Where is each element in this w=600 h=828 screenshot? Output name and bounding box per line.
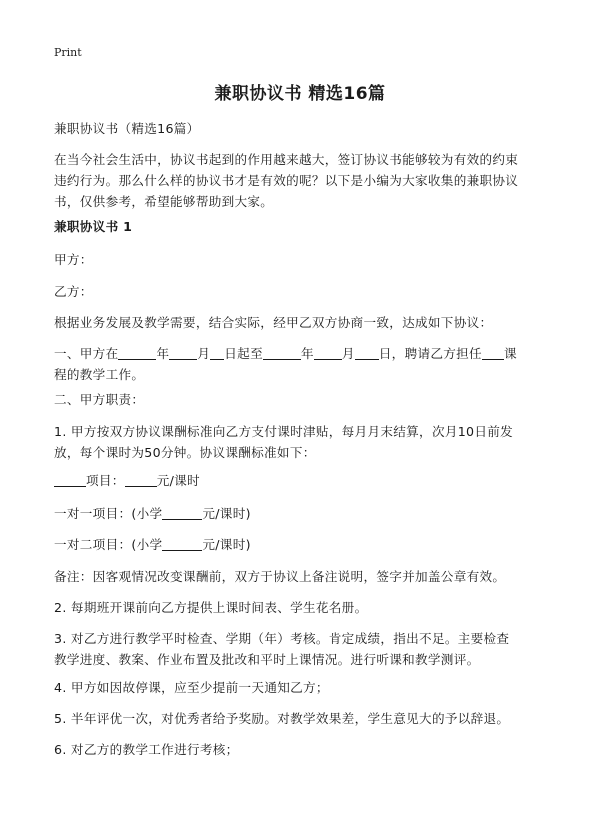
item-1-line: 1. 甲方按双方协议课酬标准向乙方支付课时津贴，每月月末结算，次月10日前发 (54, 424, 514, 439)
blank-field (210, 345, 224, 360)
clause-1-text: 日起至 (224, 346, 263, 361)
blank-field (263, 345, 301, 360)
item-3-line: 教学进度、教案、作业布置及批改和平时上课情况。进行听课和教学测评。 (54, 652, 480, 667)
blank-field (162, 505, 202, 520)
item-4: 4. 甲方如因故停课，应至少提前一天通知乙方； (54, 680, 329, 695)
intro-line: 书，仅供参考，希望能够帮助到大家。 (54, 194, 274, 209)
one-on-one-rate (54, 503, 549, 524)
preamble: 根据业务发展及教学需要，结合实际，经甲乙双方协商一致，达成如下协议： (54, 315, 493, 330)
blank-field (355, 345, 379, 360)
item-3-line: 3. 对乙方进行教学平时检查、学期（年）考核。肯定成绩，指出不足。主要检查 (54, 631, 510, 646)
blank-field (125, 472, 157, 487)
clause-1-text: 日，聘请乙方担任 (378, 346, 482, 361)
item-2: 2. 每期班开课前向乙方提供上课时间表、学生花名册。 (54, 600, 368, 615)
clause-1 (54, 343, 549, 364)
document-title: 兼职协议书 精选16篇 (214, 84, 386, 104)
rate-label: 一对二项目：(小学 (54, 537, 163, 552)
blank-field (314, 345, 342, 360)
document-subtitle: 兼职协议书（精选16篇） (54, 121, 200, 136)
blank-field (54, 472, 86, 487)
note: 备注：因客观情况改变课酬前，双方于协议上备注说明，签字并加盖公章有效。 (54, 569, 506, 584)
intro-line: 违约行为。那么什么样的协议书才是有效的呢？以下是小编为大家收集的兼职协议 (54, 173, 519, 188)
one-on-two-rate (54, 534, 549, 555)
clause-1-text: 一、甲方在 (54, 346, 119, 361)
clause-1-line-2: 程的教学工作。 (54, 367, 145, 382)
item-1-line: 放，每个课时为50分钟。协议课酬标准如下： (54, 445, 316, 460)
rate-line (54, 470, 549, 491)
clause-1-text: 年 (300, 346, 314, 361)
clause-1-text: 月 (197, 346, 211, 361)
intro-line: 在当今社会生活中，协议书起到的作用越来越大，签订协议书能够较为有效的约束 (54, 152, 519, 167)
blank-field (118, 345, 156, 360)
clause-1-text: 月 (341, 346, 355, 361)
section-heading: 兼职协议书 1 (54, 219, 133, 234)
item-5: 5. 半年评优一次，对优秀者给予奖励。对教学效果差，学生意见大的予以辞退。 (54, 711, 510, 726)
clause-1-text: 年 (156, 346, 170, 361)
party-a-label: 甲方： (54, 252, 93, 267)
blank-field (162, 536, 202, 551)
party-b-label: 乙方： (54, 284, 93, 299)
clause-1-text: 课 (503, 346, 517, 361)
item-6: 6. 对乙方的教学工作进行考核； (54, 742, 239, 757)
rate-unit: 元/课时) (202, 506, 251, 521)
print-link[interactable]: Print (54, 46, 82, 59)
rate-label: 项目： (86, 473, 125, 488)
rate-unit: 元/课时) (202, 537, 251, 552)
blank-field (169, 345, 197, 360)
clause-2-heading: 二、甲方职责： (54, 392, 145, 407)
rate-unit: 元/课时 (156, 473, 200, 488)
rate-label: 一对一项目：(小学 (54, 506, 163, 521)
blank-field (482, 345, 504, 360)
